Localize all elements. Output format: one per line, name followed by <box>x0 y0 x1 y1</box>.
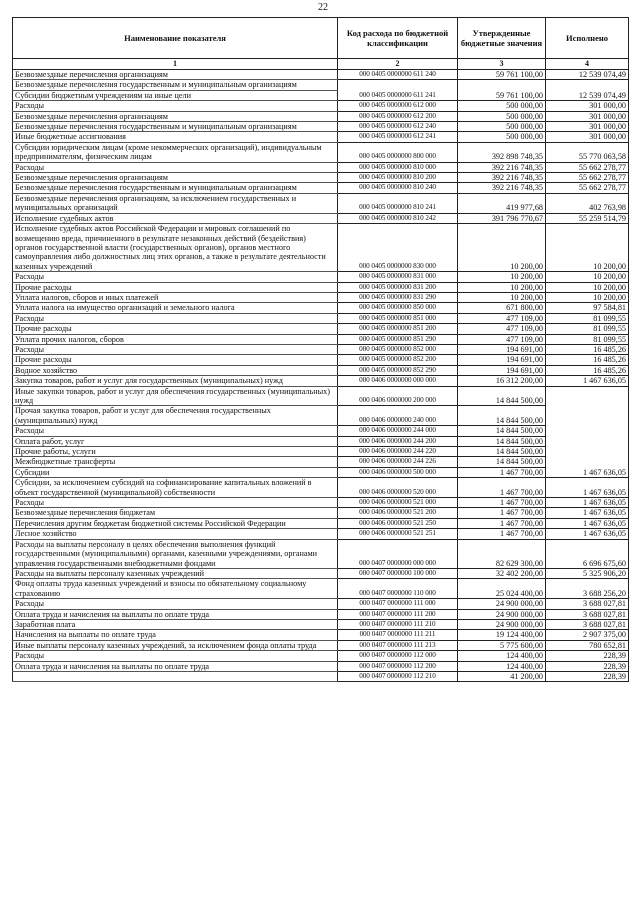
row-approved: 10 200,00 <box>458 224 546 272</box>
header-executed: Исполнено <box>546 18 629 59</box>
table-row <box>13 579 629 599</box>
row-approved: 10 200,00 <box>458 272 546 282</box>
row-code: 000 0405 0000000 831 000 <box>338 272 458 282</box>
row-approved: 82 629 300,00 <box>458 539 546 568</box>
row-approved: 25 024 400,00 <box>458 579 546 599</box>
row-approved: 24 900 000,00 <box>458 609 546 619</box>
row-name: Исполнение судебных актов Российской Федерации и мировых соглашений по возмещению вреда, причиненного в результате незаконных действий (бездействия) органов государственной власти (государственных органов), органов местного самоуправления либо должностных лиц этих органов, а также в результате деятельности казенных учреждений <box>13 224 338 272</box>
row-approved: 194 691,00 <box>458 355 546 365</box>
row-name: Прочие расходы <box>13 355 338 365</box>
row-approved: 194 691,00 <box>458 365 546 375</box>
table-row <box>13 609 629 619</box>
row-code: 000 0405 0000000 800 000 <box>338 142 458 162</box>
row-name: Оплата труда и начисления на выплаты по оплате труда <box>13 661 338 671</box>
row-name: Иные бюджетные ассигнования <box>13 132 338 142</box>
row-approved: 500 000,00 <box>458 132 546 142</box>
row-executed: 3 688 027,81 <box>546 619 629 629</box>
table-row <box>13 344 629 354</box>
row-name: Прочая закупка товаров, работ и услуг для обеспечения государственных (муниципальных) нужд <box>13 406 338 426</box>
table-row <box>13 355 629 365</box>
row-code: 000 0407 0000000 111 000 <box>338 599 458 609</box>
table-row <box>13 529 629 539</box>
row-name: Уплата налога на имущество организаций и земельного налога <box>13 303 338 313</box>
table-row <box>13 213 629 223</box>
row-approved: 194 691,00 <box>458 344 546 354</box>
row-name: Расходы <box>13 162 338 172</box>
row-code: 000 0405 0000000 810 242 <box>338 213 458 223</box>
table-row <box>13 173 629 183</box>
row-approved: 5 775 600,00 <box>458 640 546 650</box>
row-code: 000 0405 0000000 612 000 <box>338 101 458 111</box>
row-code: 000 0406 0000000 244 000 <box>338 426 458 436</box>
row-approved: 392 898 748,35 <box>458 142 546 162</box>
row-approved: 14 844 500,00 <box>458 457 546 467</box>
row-code: 000 0406 0000000 500 000 <box>338 467 458 477</box>
row-code: 000 0407 0000000 112 000 <box>338 651 458 661</box>
table-row <box>13 162 629 172</box>
row-name: Безвозмездные перечисления организациям <box>13 173 338 183</box>
row-name <box>13 671 338 681</box>
table-row <box>13 651 629 661</box>
row-name: Расходы <box>13 313 338 323</box>
row-executed <box>546 406 629 426</box>
row-code: 000 0407 0000000 112 210 <box>338 671 458 681</box>
row-executed: 81 099,55 <box>546 313 629 323</box>
row-name: Фонд оплаты труда казенных учреждений и взносы по обязательному социальному страхованию <box>13 579 338 599</box>
table-row <box>13 671 629 681</box>
row-code: 000 0406 0000000 200 000 <box>338 386 458 406</box>
row-name: Прочие работы, услуги <box>13 447 338 457</box>
row-executed: 55 259 514,79 <box>546 213 629 223</box>
row-executed: 55 662 278,77 <box>546 162 629 172</box>
row-name: Субсидии юридическим лицам (кроме некоммерческих организаций), индивидуальным предпринимателям, физическим лицам <box>13 142 338 162</box>
row-executed: 402 763,98 <box>546 193 629 213</box>
row-name: Закупка товаров, работ и услуг для государственных (муниципальных) нужд <box>13 376 338 386</box>
row-executed: 97 584,81 <box>546 303 629 313</box>
table-row <box>13 508 629 518</box>
row-executed: 1 467 636,05 <box>546 518 629 528</box>
row-approved: 392 216 748,35 <box>458 173 546 183</box>
row-approved: 1 467 700,00 <box>458 467 546 477</box>
row-approved: 24 900 000,00 <box>458 599 546 609</box>
row-code: 000 0405 0000000 831 290 <box>338 292 458 302</box>
row-code: 000 0406 0000000 521 200 <box>338 508 458 518</box>
row-executed: 228,39 <box>546 651 629 661</box>
row-executed: 301 000,00 <box>546 111 629 121</box>
row-approved: 16 312 200,00 <box>458 376 546 386</box>
row-code: 000 0405 0000000 831 200 <box>338 282 458 292</box>
row-executed: 5 325 906,20 <box>546 568 629 578</box>
row-name: Межбюджетные трансферты <box>13 457 338 467</box>
table-row <box>13 467 629 477</box>
row-approved: 500 000,00 <box>458 111 546 121</box>
row-code: 000 0407 0000000 111 210 <box>338 619 458 629</box>
row-name: Расходы <box>13 344 338 354</box>
row-approved: 671 800,00 <box>458 303 546 313</box>
row-executed: 1 467 636,05 <box>546 529 629 539</box>
table-row <box>13 224 629 272</box>
table-row <box>13 539 629 568</box>
row-executed: 1 467 636,05 <box>546 508 629 518</box>
table-row <box>13 498 629 508</box>
table-row <box>13 478 629 498</box>
row-executed: 81 099,55 <box>546 334 629 344</box>
table-row <box>13 90 629 100</box>
row-name: Исполнение судебных актов <box>13 213 338 223</box>
column-number-4: 4 <box>546 59 629 70</box>
row-code: 000 0405 0000000 852 000 <box>338 344 458 354</box>
row-executed <box>546 426 629 436</box>
row-name: Безвозмездные перечисления государственным и муниципальным организациям <box>13 183 338 193</box>
row-name: Расходы <box>13 498 338 508</box>
row-executed: 81 099,55 <box>546 324 629 334</box>
row-approved <box>458 80 546 90</box>
row-code: 000 0406 0000000 520 000 <box>338 478 458 498</box>
table-row <box>13 292 629 302</box>
table-row <box>13 630 629 640</box>
row-code: 000 0406 0000000 244 220 <box>338 447 458 457</box>
row-name: Безвозмездные перечисления бюджетам <box>13 508 338 518</box>
row-approved: 500 000,00 <box>458 122 546 132</box>
row-code: 000 0406 0000000 240 000 <box>338 406 458 426</box>
row-executed: 228,39 <box>546 671 629 681</box>
row-executed <box>546 80 629 90</box>
row-name: Иные закупки товаров, работ и услуг для обеспечения государственных (муниципальных) нужд <box>13 386 338 406</box>
row-code: 000 0405 0000000 810 240 <box>338 183 458 193</box>
row-approved: 59 761 100,00 <box>458 90 546 100</box>
row-executed: 3 688 027,81 <box>546 609 629 619</box>
budget-execution-table <box>12 17 629 682</box>
table-row <box>13 447 629 457</box>
table-row <box>13 101 629 111</box>
table-row <box>13 122 629 132</box>
row-executed: 10 200,00 <box>546 224 629 272</box>
row-approved: 500 000,00 <box>458 101 546 111</box>
row-code: 000 0405 0000000 612 200 <box>338 111 458 121</box>
table-row <box>13 80 629 90</box>
table-row <box>13 518 629 528</box>
table-row <box>13 619 629 629</box>
row-name: Заработная плата <box>13 619 338 629</box>
row-code: 000 0406 0000000 521 000 <box>338 498 458 508</box>
row-executed: 228,39 <box>546 661 629 671</box>
row-name: Водное хозяйство <box>13 365 338 375</box>
row-executed: 2 907 375,00 <box>546 630 629 640</box>
row-executed: 301 000,00 <box>546 101 629 111</box>
row-name: Расходы <box>13 651 338 661</box>
row-code: 000 0405 0000000 612 241 <box>338 132 458 142</box>
row-approved: 1 467 700,00 <box>458 478 546 498</box>
table-row <box>13 324 629 334</box>
row-code: 000 0406 0000000 521 250 <box>338 518 458 528</box>
row-executed: 10 200,00 <box>546 272 629 282</box>
row-name: Уплата налогов, сборов и иных платежей <box>13 292 338 302</box>
row-approved: 14 844 500,00 <box>458 436 546 446</box>
row-approved: 19 124 400,00 <box>458 630 546 640</box>
row-approved: 1 467 700,00 <box>458 498 546 508</box>
header-approved: Утвержденные бюджетные значения <box>458 18 546 59</box>
row-approved: 14 844 500,00 <box>458 406 546 426</box>
row-name: Субсидии <box>13 467 338 477</box>
row-executed: 301 000,00 <box>546 122 629 132</box>
row-executed: 12 539 074,49 <box>546 90 629 100</box>
row-name: Расходы на выплаты персоналу в целях обеспечения выполнения функций государственными (муниципальными) органами, казенными учреждениями, органами управления государственными внебюджетными фондами <box>13 539 338 568</box>
row-executed: 16 485,26 <box>546 344 629 354</box>
row-approved: 124 400,00 <box>458 661 546 671</box>
table-row <box>13 142 629 162</box>
row-executed: 55 662 278,77 <box>546 183 629 193</box>
row-code: 000 0405 0000000 611 240 <box>338 70 458 80</box>
row-approved: 14 844 500,00 <box>458 447 546 457</box>
table-row <box>13 193 629 213</box>
row-name: Иные выплаты персоналу казенных учреждений, за исключением фонда оплаты труда <box>13 640 338 650</box>
row-code: 000 0405 0000000 851 290 <box>338 334 458 344</box>
row-name: Расходы <box>13 426 338 436</box>
row-executed: 3 688 256,20 <box>546 579 629 599</box>
row-code: 000 0405 0000000 810 000 <box>338 162 458 172</box>
row-code: 000 0407 0000000 000 000 <box>338 539 458 568</box>
row-approved: 59 761 100,00 <box>458 70 546 80</box>
row-approved: 24 900 000,00 <box>458 619 546 629</box>
row-name: Прочие расходы <box>13 324 338 334</box>
row-name: Расходы на выплаты персоналу казенных учреждений <box>13 568 338 578</box>
row-code: 000 0405 0000000 810 241 <box>338 193 458 213</box>
row-approved: 419 977,68 <box>458 193 546 213</box>
table-row <box>13 568 629 578</box>
row-executed: 10 200,00 <box>546 282 629 292</box>
row-code: 000 0405 0000000 612 240 <box>338 122 458 132</box>
row-code: 000 0405 0000000 830 000 <box>338 224 458 272</box>
table-row <box>13 599 629 609</box>
row-name: Безвозмездные перечисления государственным и муниципальным организациям <box>13 80 338 90</box>
row-code: 000 0405 0000000 851 000 <box>338 313 458 323</box>
row-code: 000 0407 0000000 100 000 <box>338 568 458 578</box>
row-name: Уплата прочих налогов, сборов <box>13 334 338 344</box>
row-name: Перечисления другим бюджетам бюджетной системы Российской Федерации <box>13 518 338 528</box>
row-name: Расходы <box>13 272 338 282</box>
column-number-3: 3 <box>458 59 546 70</box>
table-row <box>13 334 629 344</box>
row-code: 000 0406 0000000 521 251 <box>338 529 458 539</box>
row-name: Расходы <box>13 599 338 609</box>
row-executed: 1 467 636,05 <box>546 478 629 498</box>
table-row <box>13 183 629 193</box>
table-row <box>13 365 629 375</box>
header-code: Код расхода по бюджетной классификации <box>338 18 458 59</box>
table-row <box>13 661 629 671</box>
row-executed <box>546 436 629 446</box>
page-number: 22 <box>318 2 328 13</box>
row-code: 000 0407 0000000 111 200 <box>338 609 458 619</box>
row-code: 000 0405 0000000 850 000 <box>338 303 458 313</box>
row-name: Лесное хозяйство <box>13 529 338 539</box>
row-name: Безвозмездные перечисления организациям, за исключением государственных и муниципальных организаций <box>13 193 338 213</box>
row-executed <box>546 457 629 467</box>
row-name: Безвозмездные перечисления организациям <box>13 70 338 80</box>
row-approved: 124 400,00 <box>458 651 546 661</box>
row-executed: 55 662 278,77 <box>546 173 629 183</box>
row-executed: 6 696 675,60 <box>546 539 629 568</box>
row-approved: 392 216 748,35 <box>458 183 546 193</box>
row-executed: 12 539 074,49 <box>546 70 629 80</box>
row-name: Субсидии бюджетным учреждениям на иные цели <box>13 90 338 100</box>
row-code: 000 0405 0000000 852 290 <box>338 365 458 375</box>
row-code: 000 0406 0000000 244 226 <box>338 457 458 467</box>
row-executed: 3 688 027,81 <box>546 599 629 609</box>
row-approved: 1 467 700,00 <box>458 508 546 518</box>
row-code: 000 0405 0000000 852 200 <box>338 355 458 365</box>
row-approved: 14 844 500,00 <box>458 386 546 406</box>
row-approved: 477 109,00 <box>458 334 546 344</box>
row-approved: 1 467 700,00 <box>458 518 546 528</box>
row-approved: 41 200,00 <box>458 671 546 681</box>
row-name: Начисления на выплаты по оплате труда <box>13 630 338 640</box>
row-executed: 1 467 636,05 <box>546 467 629 477</box>
row-approved: 477 109,00 <box>458 324 546 334</box>
table-row <box>13 376 629 386</box>
row-code <box>338 80 458 90</box>
row-executed: 301 000,00 <box>546 132 629 142</box>
row-approved: 10 200,00 <box>458 282 546 292</box>
row-approved: 391 796 770,67 <box>458 213 546 223</box>
row-code: 000 0406 0000000 000 000 <box>338 376 458 386</box>
row-name: Расходы <box>13 101 338 111</box>
column-number-2: 2 <box>338 59 458 70</box>
row-executed: 10 200,00 <box>546 292 629 302</box>
row-executed <box>546 386 629 406</box>
row-code: 000 0407 0000000 110 000 <box>338 579 458 599</box>
table-row <box>13 426 629 436</box>
table-row <box>13 406 629 426</box>
row-approved: 477 109,00 <box>458 313 546 323</box>
row-executed: 1 467 636,05 <box>546 498 629 508</box>
row-code: 000 0407 0000000 111 213 <box>338 640 458 650</box>
table-row <box>13 132 629 142</box>
row-executed: 1 467 636,05 <box>546 376 629 386</box>
row-code: 000 0405 0000000 851 200 <box>338 324 458 334</box>
row-name: Прочие расходы <box>13 282 338 292</box>
row-approved: 14 844 500,00 <box>458 426 546 436</box>
row-name: Безвозмездные перечисления государственным и муниципальным организациям <box>13 122 338 132</box>
row-name: Оплата работ, услуг <box>13 436 338 446</box>
row-approved: 32 402 200,00 <box>458 568 546 578</box>
row-executed: 16 485,26 <box>546 365 629 375</box>
row-approved: 392 216 748,35 <box>458 162 546 172</box>
row-name: Субсидии, за исключением субсидий на софинансирование капитальных вложений в объект государственной (муниципальной) собственности <box>13 478 338 498</box>
row-executed: 780 652,81 <box>546 640 629 650</box>
row-approved: 10 200,00 <box>458 292 546 302</box>
row-code: 000 0407 0000000 111 211 <box>338 630 458 640</box>
table-row <box>13 282 629 292</box>
row-executed <box>546 447 629 457</box>
table-row <box>13 386 629 406</box>
row-approved: 1 467 700,00 <box>458 529 546 539</box>
table-row <box>13 111 629 121</box>
row-name: Оплата труда и начисления на выплаты по оплате труда <box>13 609 338 619</box>
table-row <box>13 313 629 323</box>
header-name: Наименование показателя <box>13 18 338 59</box>
row-code: 000 0406 0000000 244 200 <box>338 436 458 446</box>
table-row <box>13 640 629 650</box>
table-row <box>13 272 629 282</box>
column-number-1: 1 <box>13 59 338 70</box>
row-code: 000 0405 0000000 810 200 <box>338 173 458 183</box>
table-row <box>13 457 629 467</box>
table-row <box>13 436 629 446</box>
row-name: Безвозмездные перечисления организациям <box>13 111 338 121</box>
row-code: 000 0407 0000000 112 200 <box>338 661 458 671</box>
row-executed: 16 485,26 <box>546 355 629 365</box>
table-row <box>13 70 629 80</box>
table-row <box>13 303 629 313</box>
row-executed: 55 770 063,58 <box>546 142 629 162</box>
row-code: 000 0405 0000000 611 241 <box>338 90 458 100</box>
